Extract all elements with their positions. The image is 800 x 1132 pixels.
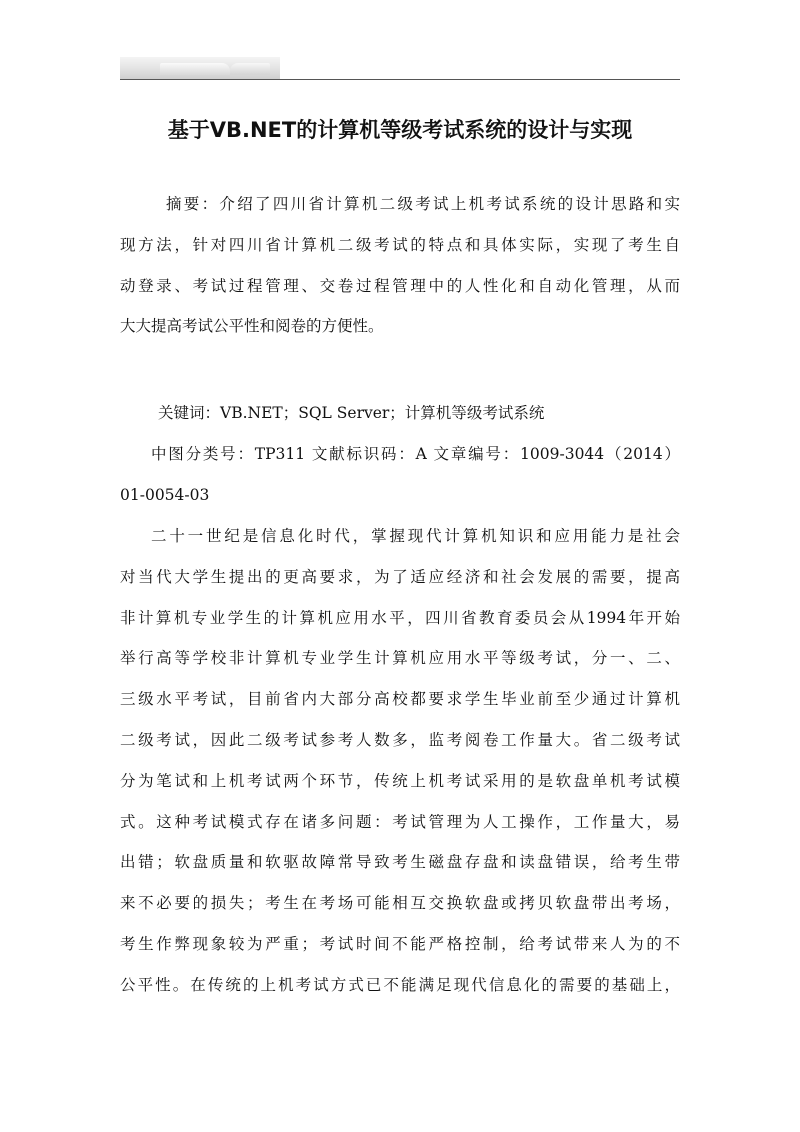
abstract-line: 大大提高考试公平性和阅卷的方便性。 (120, 317, 384, 336)
body-line: 非计算机专业学生的计算机应用水平，四川省教育委员会从1994年开始 (120, 608, 680, 627)
abstract-line: 动登录、考试过程管理、交卷过程管理中的人性化和自动化管理，从而 (120, 276, 680, 295)
abstract-line: 现方法，针对四川省计算机二级考试的特点和具体实际，实现了考生自 (120, 235, 680, 254)
body-line: 考生作弊现象较为严重；考试时间不能严格控制，给考试带来人为的不 (120, 934, 680, 953)
body-paragraph (120, 516, 680, 1006)
header-divider (120, 79, 680, 80)
abstract-section (120, 184, 680, 347)
metadata-section (120, 393, 680, 515)
book-left-page (160, 63, 230, 75)
body-line: 对当代大学生提出的更高要求，为了适应经济和社会发展的需要，提高 (120, 567, 680, 586)
body-line: 三级水平考试，目前省内大部分高校都要求学生毕业前至少通过计算机 (120, 690, 680, 709)
body-line: 来不必要的损失；考生在考场可能相互交换软盘或拷贝软盘带出考场， (120, 894, 680, 913)
classification-line: 01-0054-03 (120, 485, 210, 504)
body-line: 分为笔试和上机考试两个环节，传统上机考试采用的是软盘单机考试模 (120, 771, 680, 790)
keywords-line: 关键词：VB.NET；SQL Server；计算机等级考试系统 (158, 404, 545, 422)
body-line: 式。这种考试模式存在诸多问题：考试管理为人工操作，工作量大，易 (120, 812, 680, 831)
document-title: 基于VB.NET的计算机等级考试系统的设计与实现 (167, 118, 633, 143)
header-book-image (120, 57, 280, 79)
body-line: 二十一世纪是信息化时代，掌握现代计算机知识和应用能力是社会 (151, 527, 680, 545)
body-line: 二级考试，因此二级考试参考人数多，监考阅卷工作量大。省二级考试 (120, 730, 680, 749)
classification-line: 中图分类号：TP311 文献标识码：A 文章编号：1009-3044（2014） (151, 444, 680, 463)
body-line: 出错；软盘质量和软驱故障常导致考生磁盘存盘和读盘错误，给考生带 (120, 853, 680, 872)
abstract-line: 摘要：介绍了四川省计算机二级考试上机考试系统的设计思路和实 (166, 195, 680, 213)
book-right-page (230, 63, 270, 75)
body-line: 举行高等学校非计算机专业学生计算机应用水平等级考试，分一、二、 (120, 649, 680, 668)
body-line: 公平性。在传统的上机考试方式已不能满足现代信息化的需要的基础上， (120, 975, 680, 994)
